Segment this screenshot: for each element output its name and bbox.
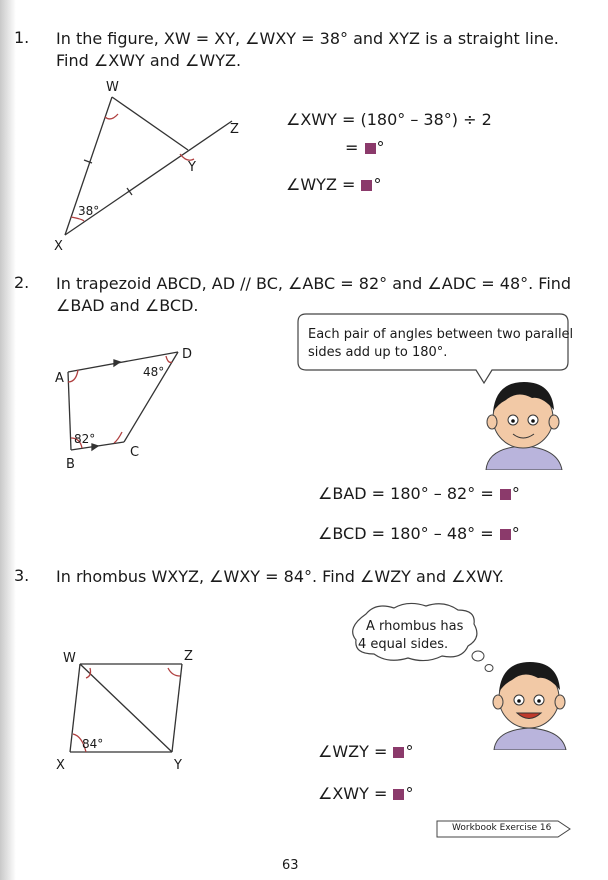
label-y: Y [174,758,182,773]
q1-work-line3 [286,175,381,194]
hint-2-line2: sides add up to 180°. [308,345,448,360]
q1-work-line2-prefix: = [345,138,359,157]
question-2-text-line2: ∠BAD and ∠BCD. [56,296,199,315]
q3-work-line2-prefix: ∠XWY = [318,784,388,803]
label-d: D [182,347,193,362]
ear-right [549,415,559,429]
angle-label-x: 38° [78,204,100,218]
angle-arc-z [168,668,180,676]
thought-dot-large [472,651,484,661]
q2-work-line2-prefix: ∠BCD = 180° – 48° = [318,524,494,543]
ear-left [493,695,503,709]
hint-2-line1: Each pair of angles between two parallel [308,327,574,342]
label-x: X [56,758,65,773]
segment-xw [70,664,80,752]
question-1-number: 1. [14,28,30,47]
question-3-text-line1: In rhombus WXYZ, ∠WXY = 84°. Find ∠WZY and ∠XWY. [56,567,504,586]
ear-left [487,415,497,429]
answer-box[interactable] [393,789,404,800]
boy-character-3 [486,650,572,750]
label-b: B [66,457,75,472]
label-z: Z [184,649,193,664]
page-edge-shadow [0,0,16,880]
hint-3-line1: A rhombus has [366,619,464,634]
angle-label-d: 48° [143,365,165,379]
label-y: Y [188,160,196,175]
q3-work-line2 [318,784,413,803]
ear-right [555,695,565,709]
degree-symbol: ° [405,784,414,803]
question-3-number: 3. [14,566,30,585]
label-w: W [106,80,119,95]
degree-symbol: ° [376,138,385,157]
question-1-text-line2: Find ∠XWY and ∠WYZ. [56,51,242,70]
segment-ba [68,372,71,450]
question-2-text-line1: In trapezoid ABCD, AD // BC, ∠ABC = 82° and ∠ADC = 48°. Find [56,274,572,293]
q1-work-line1 [286,110,492,129]
q3-work-line1 [318,742,413,761]
angle-arc-d [166,356,172,362]
answer-box[interactable] [365,143,376,154]
degree-symbol: ° [373,175,382,194]
page-number: 63 [282,858,299,873]
q3-work-line1-prefix: ∠WZY = [318,742,388,761]
label-z: Z [230,122,239,137]
angle-arc-w [105,114,118,119]
parallel-arrow-ad [114,360,120,366]
workbook-exercise-label: Workbook Exercise 16 [452,823,552,833]
q2-work-line2 [318,524,520,543]
question-3-figure [50,640,210,775]
pupil-left [511,419,515,423]
label-a: A [55,371,64,386]
answer-box[interactable] [500,529,511,540]
label-w: W [63,651,76,666]
angle-label-x: 84° [82,737,104,751]
q1-work-line3-prefix: ∠WYZ = [286,175,356,194]
pupil-left [517,699,521,703]
question-2-number: 2. [14,273,30,292]
shirt [486,446,562,470]
label-c: C [130,445,140,460]
hint-3-line2: 4 equal sides. [358,637,449,652]
degree-symbol: ° [511,484,520,503]
answer-box[interactable] [500,489,511,500]
segment-wy [112,97,188,150]
q1-work-line2 [345,138,385,157]
answer-box[interactable] [361,180,372,191]
question-2-figure [48,340,208,475]
boy-character-2 [478,370,568,470]
q2-work-line1-prefix: ∠BAD = 180° – 82° = [318,484,494,503]
q1-work-line1-text: ∠XWY = (180° – 38°) ÷ 2 [286,110,492,129]
degree-symbol: ° [405,742,414,761]
pupil-right [537,699,541,703]
q2-work-line1 [318,484,520,503]
degree-symbol: ° [511,524,520,543]
angle-label-b: 82° [74,432,96,446]
shirt [494,728,566,750]
question-1-figure [40,75,260,260]
segment-zy [172,664,182,752]
answer-box[interactable] [393,747,404,758]
question-1-text-line1: In the figure, XW = XY, ∠WXY = 38° and XYZ is a straight line. [56,29,559,48]
label-x: X [54,239,63,254]
pupil-right [531,419,535,423]
angle-arc-c [114,432,122,443]
